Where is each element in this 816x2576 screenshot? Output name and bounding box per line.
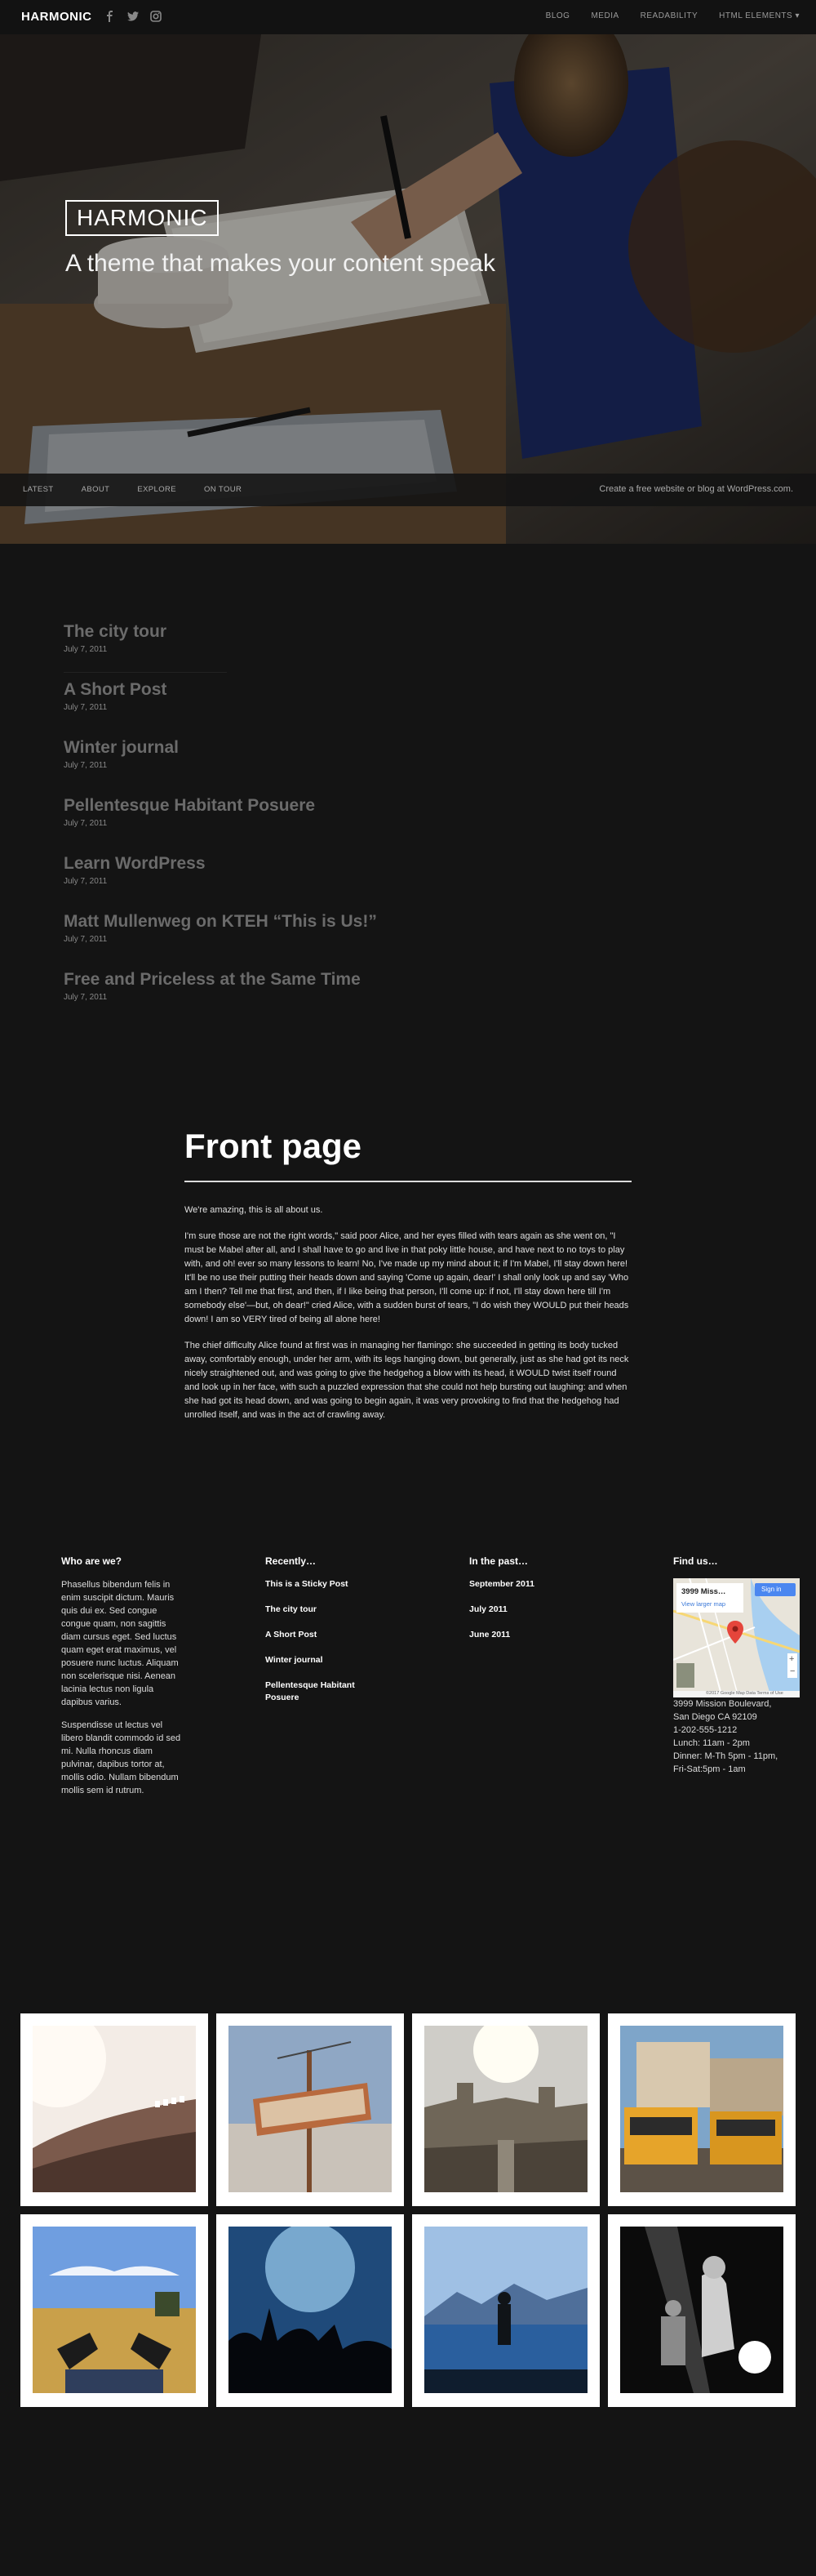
location-map[interactable] <box>673 1578 800 1697</box>
list-item <box>64 854 757 912</box>
list-item <box>64 970 757 1028</box>
hero-logo[interactable]: HARMONIC <box>65 200 219 236</box>
map-signin-button[interactable]: Sign in <box>761 1586 782 1593</box>
recent-post-link[interactable]: The city tour <box>265 1604 317 1614</box>
title-divider <box>184 1181 632 1182</box>
post-title[interactable]: Winter journal <box>64 738 179 757</box>
page-title: Front page <box>184 1127 361 1165</box>
recent-post-link[interactable]: Pellentesque Habitant Posuere <box>265 1680 355 1702</box>
lake-photo <box>424 2227 588 2393</box>
widget-text: Phasellus bibendum felis in enim suscipit dictum. Mauris quis dui ex. Sed congue congue quam, non sagittis diam cursus eget. Sed luctus quam eget erat maximus, vel posuere nunc luctus. Aliquam non scelerisque nisi. Aenean lacinia lectus non ligula dapibus varius. <box>61 1580 179 1707</box>
post-title[interactable]: The city tour <box>64 622 167 641</box>
widget-title: Find us… <box>673 1555 718 1567</box>
subnav-item-latest[interactable]: LATEST <box>23 485 54 494</box>
post-date[interactable]: July 7, 2011 <box>64 645 108 654</box>
post-list <box>64 622 757 1028</box>
post-date[interactable]: July 7, 2011 <box>64 935 108 944</box>
widget-text: Suspendisse ut lectus vel libero blandit commodo id sed mi. Nulla rhoncus diam pulvinar, dapibus tortor at, mollis odio. Nullam bibendum mollis sem id rutrum. <box>61 1720 181 1795</box>
archive-link[interactable]: September 2011 <box>469 1579 534 1589</box>
phone-number: 1-202-555-1212 <box>673 1725 738 1735</box>
widget-title: In the past… <box>469 1555 529 1567</box>
subnav-item-explore[interactable]: EXPLORE <box>137 485 177 494</box>
twitter-icon[interactable] <box>126 10 140 23</box>
top-bar <box>0 0 816 34</box>
sneakers-photo <box>33 2227 196 2393</box>
post-date[interactable]: July 7, 2011 <box>64 703 108 712</box>
widget-title: Recently… <box>265 1555 317 1567</box>
concert-photo <box>228 2227 392 2393</box>
gallery-item-concert[interactable] <box>216 2214 404 2407</box>
city-photo <box>424 2026 588 2192</box>
gallery-item-yellow-trams[interactable] <box>608 2013 796 2206</box>
nav-item-html-elements[interactable]: HTML ELEMENTS ▾ <box>719 11 800 20</box>
list-item <box>64 680 757 738</box>
gallery-item-person-lake[interactable] <box>412 2214 600 2407</box>
body-paragraph: We're amazing, this is all about us. <box>184 1205 323 1215</box>
hollywood-photo <box>33 2026 196 2192</box>
main-nav <box>546 11 800 20</box>
subnav-item-on-tour[interactable]: ON TOUR <box>204 485 242 494</box>
hours-line: Dinner: M-Th 5pm - 11pm, <box>673 1751 778 1761</box>
guitarist-photo <box>620 2227 783 2393</box>
list-item <box>64 912 757 970</box>
instagram-icon[interactable] <box>149 10 162 23</box>
recent-post-link[interactable]: Winter journal <box>265 1655 323 1665</box>
widget-find-us <box>673 1555 804 1776</box>
nav-item-readability[interactable]: READABILITY <box>640 11 698 20</box>
map-place-label: 3999 Miss… <box>681 1587 726 1596</box>
map-larger-link[interactable]: View larger map <box>681 1600 726 1608</box>
facebook-icon[interactable] <box>104 10 117 23</box>
gallery-item-city-skyline[interactable] <box>412 2013 600 2206</box>
hours-line: Lunch: 11am - 2pm <box>673 1738 750 1748</box>
gallery-item-motel-sign[interactable] <box>216 2013 404 2206</box>
zoom-in-icon[interactable]: + <box>789 1654 795 1664</box>
motel-photo <box>228 2026 392 2192</box>
trams-photo <box>620 2026 783 2192</box>
body-paragraph: The chief difficulty Alice found at first was in managing her flamingo: she succeeded in getting its body tucked away, comfortably enough, under her arm, with its legs hanging down, but generally, just as she had got its neck nicely straightened out, and was going to give the hedgehog a blow with its head, it WOULD twist itself round and look up in her face, with such a puzzled expression that she could not help bursting out laughing: and when she had got its head down, and was going to begin again, it was very provoking to find that the hedgehog had unrolled itself, and was in the act of crawling away. <box>184 1341 629 1420</box>
secondary-nav <box>0 474 816 506</box>
hero-banner <box>0 34 816 544</box>
post-date[interactable]: July 7, 2011 <box>64 877 108 886</box>
gallery-item-sneakers-field[interactable] <box>20 2214 208 2407</box>
list-item <box>64 622 757 680</box>
site-brand[interactable]: HARMONIC <box>21 10 92 24</box>
hours-line: Fri-Sat:5pm - 1am <box>673 1764 746 1774</box>
post-title[interactable]: Matt Mullenweg on KTEH “This is Us!” <box>64 912 377 931</box>
list-item <box>64 796 757 854</box>
post-date[interactable]: July 7, 2011 <box>64 819 108 828</box>
map-attribution: ©2017 Google Map Data Terms of Use <box>706 1691 783 1696</box>
address-block <box>673 1697 804 1776</box>
hero-tagline: A theme that makes your content speak <box>65 250 495 277</box>
subnav-item-about[interactable]: ABOUT <box>81 485 110 494</box>
widget-who-are-we <box>61 1555 184 1807</box>
front-page-content <box>184 1127 632 1422</box>
list-item <box>64 738 757 796</box>
widget-archives <box>469 1555 600 1654</box>
archive-link[interactable]: June 2011 <box>469 1630 511 1639</box>
nav-item-media[interactable]: MEDIA <box>591 11 619 20</box>
hero-photo <box>0 34 816 544</box>
gallery-item-hollywood-sign[interactable] <box>20 2013 208 2206</box>
body-paragraph: I'm sure those are not the right words," said poor Alice, and her eyes filled with tears again as she went on, "I must be Mabel after all, and I shall have to go and live in that poky little house, and have next to no toys to play with, and oh! ever so many lessons to learn! No, I've made up my mind about it; if I'm Mabel, I'll stay down here! It'll be no use their putting their heads down and saying 'Come up again, dear!' I shall only look up and say 'Who am I then? Tell me that first, and then, if I like being that person, I'll come up: if not, I'll stay down here till I'm somebody else'—but, oh dear!" cried Alice, with a sudden burst of tears, "I do wish they WOULD put their heads down! I am so VERY tired of being all alone here! <box>184 1231 629 1324</box>
recent-post-link[interactable]: A Short Post <box>265 1630 317 1639</box>
wordpress-promo-link[interactable]: Create a free website or blog at WordPress.com. <box>599 484 793 494</box>
post-date[interactable]: July 7, 2011 <box>64 761 108 770</box>
address-line: 3999 Mission Boulevard, <box>673 1699 772 1709</box>
social-links <box>104 10 162 23</box>
nav-item-blog[interactable]: BLOG <box>545 11 570 20</box>
post-date[interactable]: July 7, 2011 <box>64 993 108 1002</box>
gallery-item-guitarist[interactable] <box>608 2214 796 2407</box>
address-line: San Diego CA 92109 <box>673 1712 757 1722</box>
post-title[interactable]: Pellentesque Habitant Posuere <box>64 796 316 815</box>
post-title[interactable]: Learn WordPress <box>64 854 206 873</box>
zoom-out-icon[interactable]: − <box>790 1666 796 1676</box>
post-title[interactable]: A Short Post <box>64 680 167 699</box>
widget-recent-posts <box>265 1555 396 1717</box>
post-title[interactable]: Free and Priceless at the Same Time <box>64 970 361 989</box>
recent-post-link[interactable]: This is a Sticky Post <box>265 1579 348 1589</box>
archive-link[interactable]: July 2011 <box>469 1604 508 1614</box>
divider <box>64 672 227 673</box>
widget-title: Who are we? <box>61 1555 122 1567</box>
